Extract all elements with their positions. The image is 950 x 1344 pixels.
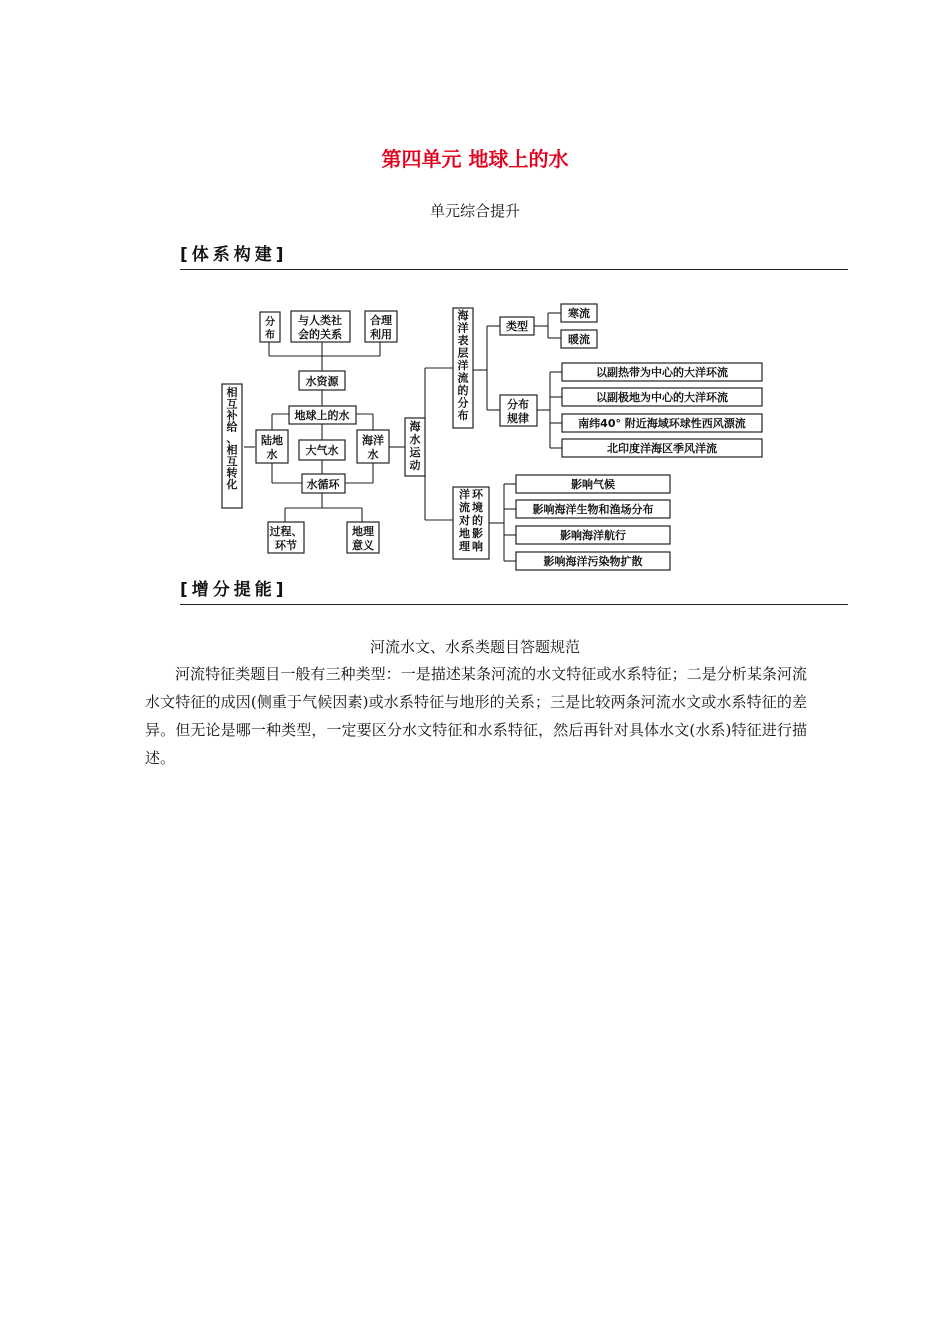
node-effect-navigation <box>516 526 670 544</box>
node-distribution-rule <box>500 395 537 426</box>
node-distribution-line1: 分布 <box>265 317 275 341</box>
node-human-relation-line1: 与人类社 <box>298 314 342 327</box>
node-cold-current-text: 寒流 <box>568 307 590 320</box>
node-process-line1: 过程、 <box>269 525 303 538</box>
node-earth-water-text: 地球上的水 <box>294 409 350 422</box>
node-ocean-water <box>357 430 389 463</box>
page-title: 第四单元 地球上的水 <box>381 147 569 171</box>
node-distribution <box>260 312 280 342</box>
node-process <box>268 522 304 553</box>
node-geo-significance-line2: 意义 <box>352 539 374 552</box>
node-current-effects <box>453 487 489 559</box>
node-type-text: 类型 <box>506 320 528 333</box>
node-surface-currents-text: 海洋表层洋流的分布 <box>457 309 469 422</box>
node-land-water-line1: 陆地 <box>261 434 283 447</box>
node-cold-current <box>561 304 597 322</box>
node-rational-use <box>365 311 397 342</box>
node-flow-subpolar <box>562 388 762 406</box>
node-flow-monsoon-text: 北印度洋海区季风洋流 <box>607 442 717 455</box>
node-effect-climate <box>516 475 670 493</box>
node-seawater-motion <box>405 418 425 476</box>
node-flow-westwind-text: 南纬40° 附近海域环球性西风漂流 <box>578 417 746 430</box>
section-heading-system: [体系构建] <box>180 241 848 270</box>
node-warm-current-text: 暖流 <box>568 333 590 346</box>
node-distribution-rule-line2: 规律 <box>507 412 529 425</box>
page-subtitle: 单元综合提升 <box>429 202 520 220</box>
body-paragraph: 河流特征类题目一般有三种类型：一是描述某条河流的水文特征或水系特征；二是分析某条河流水文特征的成因(侧重于气候因素)或水系特征与地形的关系；三是比较两条河流水文或水系特征的差异。但无论是哪一种类型，一定要区分水文特征和水系特征，然后再针对具体水文(水系)特征进行描述。 <box>145 665 807 767</box>
node-process-line2: 环节 <box>275 539 297 552</box>
node-current-effects-text: 洋流对地理环境的影响 <box>459 488 483 553</box>
node-distribution-rule-line1: 分布 <box>507 398 529 411</box>
node-human-relation <box>291 311 350 342</box>
node-mutual-conversion-text: 相互补给、相互转化 <box>226 386 238 491</box>
node-effect-fishery-text: 影响海洋生物和渔场分布 <box>532 503 654 516</box>
node-mutual-conversion <box>222 384 242 508</box>
node-rational-use-line2: 利用 <box>370 328 392 341</box>
node-flow-subpolar-text: 以副极地为中心的大洋环流 <box>596 391 728 404</box>
section-title: 河流水文、水系类题目答题规范 <box>369 638 580 656</box>
concept-map <box>0 0 950 600</box>
node-warm-current <box>561 330 597 348</box>
node-flow-subtropical <box>562 363 762 381</box>
node-surface-currents <box>453 308 473 428</box>
node-water-cycle-text: 水循环 <box>306 478 340 491</box>
node-land-water-line2: 水 <box>266 448 278 461</box>
node-water-resources-text: 水资源 <box>305 375 339 388</box>
node-ocean-water-line2: 水 <box>367 448 379 461</box>
node-water-resources <box>299 371 345 390</box>
node-ocean-water-line1: 海洋 <box>362 434 384 447</box>
node-flow-westwind <box>562 414 762 432</box>
node-effect-pollution-text: 影响海洋污染物扩散 <box>543 555 643 568</box>
node-flow-subtropical-text: 以副热带为中心的大洋环流 <box>596 366 728 379</box>
node-type <box>500 317 534 335</box>
node-earth-water <box>289 406 356 424</box>
node-human-relation-line2: 会的关系 <box>298 328 342 341</box>
node-effect-climate-text: 影响气候 <box>571 478 615 491</box>
node-land-water <box>256 430 288 463</box>
node-geo-significance-line1: 地理 <box>352 525 374 538</box>
node-geo-significance <box>347 522 379 553</box>
node-effect-navigation-text: 影响海洋航行 <box>560 529 626 542</box>
node-effect-fishery <box>516 500 670 518</box>
node-seawater-motion-text: 海水运动 <box>409 420 421 472</box>
node-rational-use-line1: 合理 <box>370 314 392 327</box>
node-atmosphere-water-text: 大气水 <box>305 444 339 457</box>
node-atmosphere-water <box>299 440 345 460</box>
node-water-cycle <box>302 474 345 493</box>
section-heading-improve: [增分提能] <box>180 576 848 605</box>
node-flow-monsoon <box>562 439 762 457</box>
node-effect-pollution <box>516 552 670 570</box>
